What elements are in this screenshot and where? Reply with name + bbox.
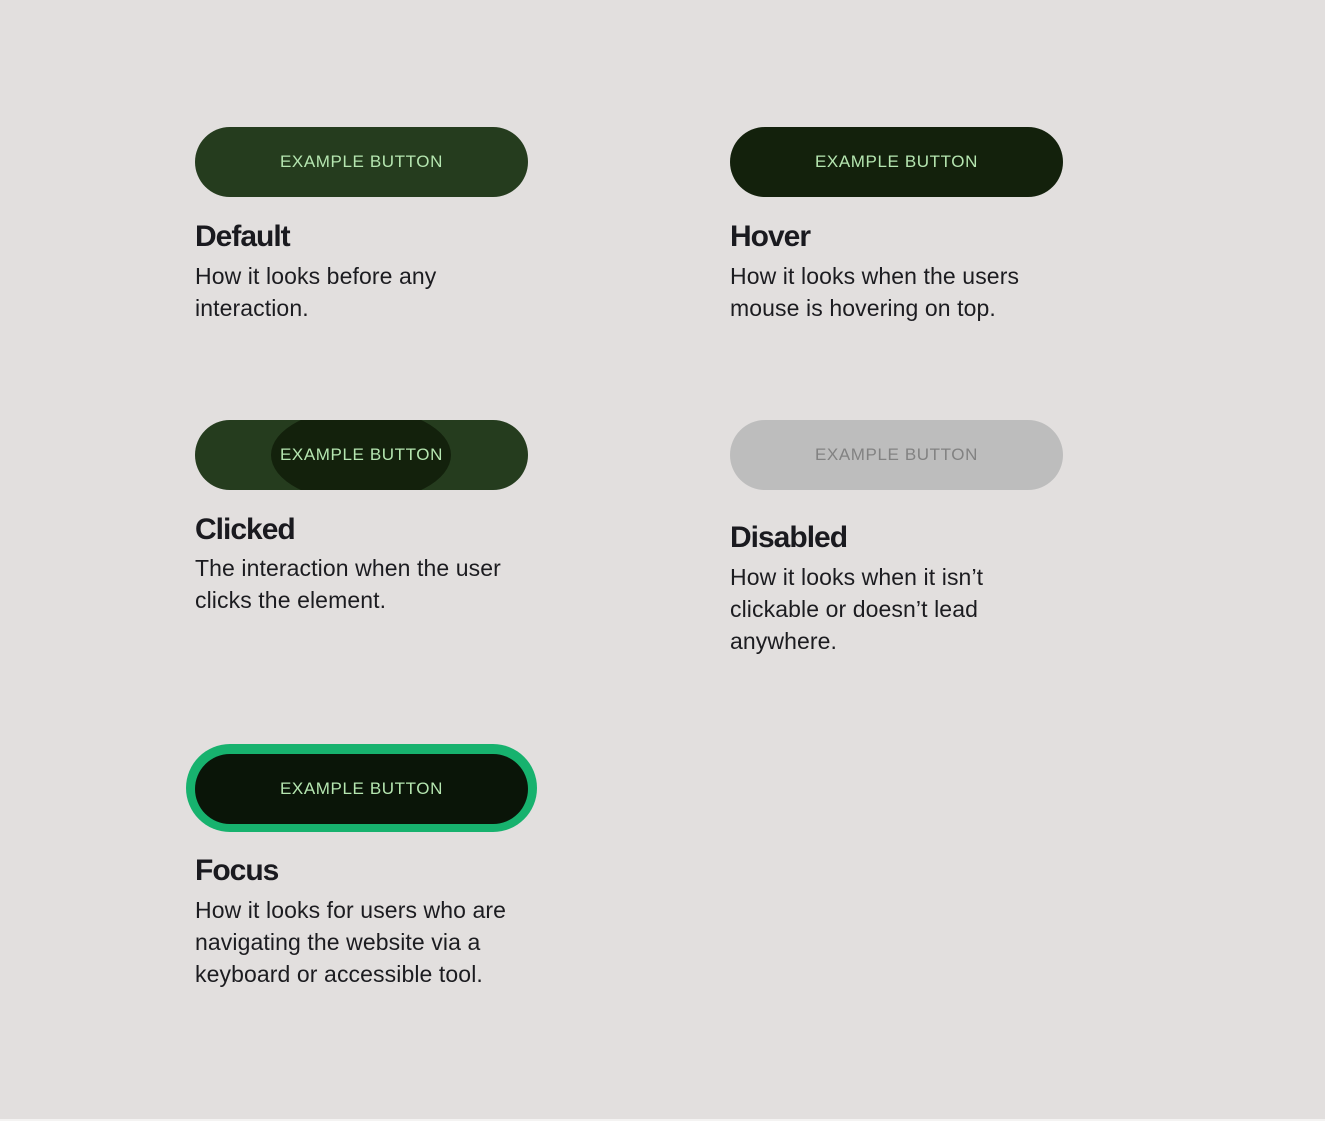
state-description: [195, 260, 436, 324]
description-line: anywhere.: [730, 628, 838, 654]
description-line: mouse is hovering on top.: [730, 295, 996, 321]
button-label: EXAMPLE BUTTON: [279, 152, 443, 171]
state-description: [195, 552, 501, 616]
state-description: [730, 561, 983, 657]
state-title: Clicked: [195, 513, 295, 546]
description-line: How it looks for users who are: [195, 897, 507, 923]
description-line: interaction.: [195, 295, 309, 321]
example-button-default[interactable]: [195, 127, 528, 197]
state-title: Focus: [195, 854, 279, 887]
state-description: [195, 894, 506, 990]
state-description: [730, 260, 1019, 324]
example-button-disabled: [730, 420, 1063, 490]
description-line: The interaction when the user: [195, 555, 501, 581]
description-line: clickable or doesn’t lead: [730, 596, 978, 622]
button-label: EXAMPLE BUTTON: [814, 152, 978, 171]
description-line: How it looks when it isn’t: [730, 564, 984, 590]
state-title: Default: [195, 220, 290, 253]
description-line: How it looks before any: [195, 263, 437, 289]
example-button-clicked[interactable]: [195, 420, 528, 490]
button-label: EXAMPLE BUTTON: [279, 779, 443, 798]
button-label: EXAMPLE BUTTON: [279, 445, 443, 464]
description-line: keyboard or accessible tool.: [195, 961, 483, 987]
button-label: EXAMPLE BUTTON: [814, 445, 978, 464]
example-button-focus[interactable]: [195, 754, 528, 824]
description-line: clicks the element.: [195, 587, 387, 613]
state-title: Hover: [730, 220, 811, 253]
state-title: Disabled: [730, 521, 848, 554]
description-line: How it looks when the users: [730, 263, 1020, 289]
example-button-hover[interactable]: [730, 127, 1063, 197]
description-line: navigating the website via a: [195, 929, 481, 955]
